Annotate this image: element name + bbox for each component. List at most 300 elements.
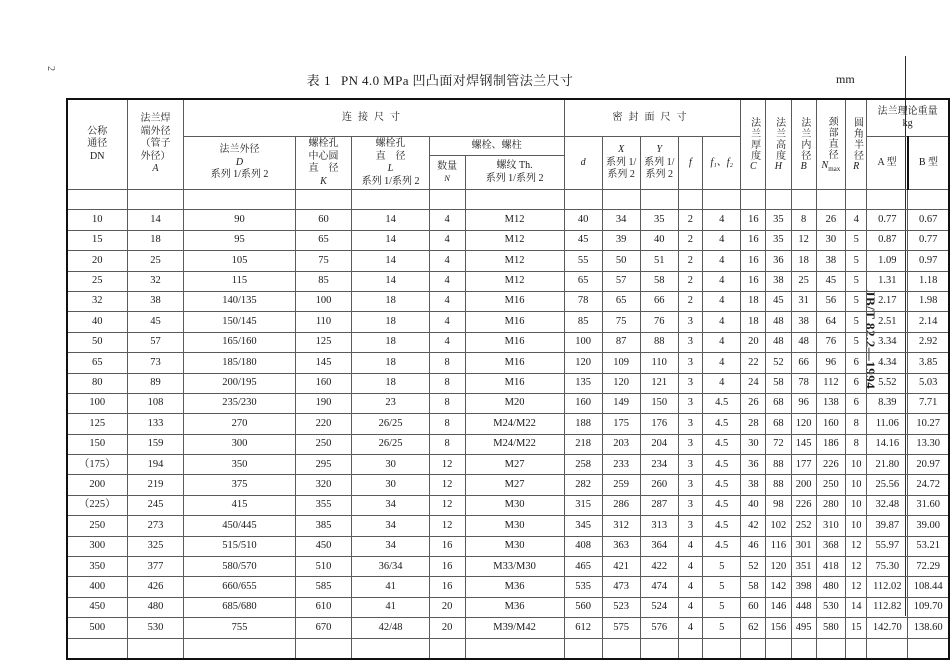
cell-y: 58 [640,271,678,291]
cell-nmax: 186 [816,434,845,454]
cell-y: 234 [640,455,678,475]
header-flange-height: 法兰高度 H [766,99,791,190]
cell-thread: M12 [465,230,564,250]
table-row [67,557,949,577]
cell-dn: 80 [67,373,127,393]
table-row [67,312,949,332]
cell-nmax: 310 [816,516,845,536]
cell-x: 259 [602,475,640,495]
cell-a: 219 [127,475,184,495]
cell-weight-a: 75.30 [867,557,908,577]
cell-f: 2 [678,271,702,291]
table-body [67,190,949,659]
cell-nmax: 580 [816,618,845,638]
cell-h: 146 [766,597,791,617]
table-row [67,373,949,393]
cell-n: 4 [429,332,465,352]
cell-k: 385 [295,516,352,536]
cell-r: 6 [846,353,867,373]
cell-dn: 25 [67,271,127,291]
cell-b: 66 [791,353,816,373]
cell-thread: M30 [465,516,564,536]
cell-x: 75 [602,312,640,332]
cell-d: 685/680 [184,597,295,617]
cell-k: 670 [295,618,352,638]
table-row [67,230,949,250]
header-group-bolts-studs: 螺栓、螺柱 [429,137,564,156]
cell-a: 245 [127,495,184,515]
table-row [67,536,949,556]
cell-x: 286 [602,495,640,515]
cell-dn: 20 [67,251,127,271]
cell-d-seal: 258 [564,455,602,475]
header-bolt-count: 数量 N [429,156,465,190]
cell-x: 149 [602,393,640,413]
cell-k: 355 [295,495,352,515]
cell-f1f2: 4 [703,230,741,250]
cell-c: 46 [741,536,766,556]
header-seal-y: Y 系列 1/系列 2 [640,137,678,190]
cell-n: 4 [429,271,465,291]
cell-y: 51 [640,251,678,271]
cell-d: 150/145 [184,312,295,332]
table-row [67,332,949,352]
cell-f1f2: 4.5 [703,393,741,413]
cell-y: 287 [640,495,678,515]
cell-r: 5 [846,251,867,271]
cell-nmax: 45 [816,271,845,291]
cell-dn: 15 [67,230,127,250]
cell-k: 610 [295,597,352,617]
header-bolt-hole-dia: 螺栓孔 直 径 L 系列 1/系列 2 [352,137,429,190]
cell-k: 320 [295,475,352,495]
cell-y: 66 [640,291,678,311]
cell-n: 4 [429,291,465,311]
cell-x: 421 [602,557,640,577]
cell-x: 312 [602,516,640,536]
cell-thread: M16 [465,332,564,352]
cell-d: 140/135 [184,291,295,311]
cell-b: 38 [791,312,816,332]
cell-f: 2 [678,251,702,271]
cell-d-seal: 135 [564,373,602,393]
cell-n: 12 [429,495,465,515]
cell-h: 68 [766,393,791,413]
cell-y: 76 [640,312,678,332]
table-title-text: PN 4.0 MPa 凹凸面对焊钢制管法兰尺寸 [340,73,574,88]
cell-r: 14 [846,597,867,617]
cell-n: 8 [429,434,465,454]
cell-d-seal: 40 [564,210,602,230]
cell-dn: 250 [67,516,127,536]
cell-r: 8 [846,434,867,454]
cell-weight-a: 1.31 [867,271,908,291]
cell-f: 3 [678,475,702,495]
cell-x: 523 [602,597,640,617]
cell-h: 48 [766,312,791,332]
cell-f1f2: 4 [703,332,741,352]
cell-x: 50 [602,251,640,271]
cell-x: 39 [602,230,640,250]
cell-f1f2: 4.5 [703,475,741,495]
cell-n: 4 [429,230,465,250]
cell-f1f2: 4.5 [703,434,741,454]
cell-a: 426 [127,577,184,597]
header-group-theoretical-weight: 法兰理论重量 kg [867,99,949,137]
cell-weight-b: 138.60 [908,618,949,638]
cell-k: 450 [295,536,352,556]
cell-d-seal: 218 [564,434,602,454]
cell-r: 5 [846,312,867,332]
cell-r: 12 [846,536,867,556]
table-row [67,597,949,617]
cell-a: 480 [127,597,184,617]
cell-x: 233 [602,455,640,475]
cell-f1f2: 4.5 [703,495,741,515]
cell-h: 120 [766,557,791,577]
header-flange-thickness: 法兰厚度 C [741,99,766,190]
cell-thread: M24/M22 [465,434,564,454]
cell-c: 16 [741,230,766,250]
cell-weight-a: 3.34 [867,332,908,352]
cell-c: 40 [741,495,766,515]
cell-l: 34 [352,516,429,536]
table-row [67,577,949,597]
cell-l: 34 [352,495,429,515]
cell-r: 10 [846,495,867,515]
cell-f: 3 [678,434,702,454]
cell-d: 235/230 [184,393,295,413]
cell-c: 16 [741,251,766,271]
header-seal-f1-f2: f₁、f₂ [703,137,741,190]
cell-dn: （175） [67,455,127,475]
cell-d-seal: 188 [564,414,602,434]
cell-a: 530 [127,618,184,638]
cell-weight-a: 0.87 [867,230,908,250]
cell-d: 115 [184,271,295,291]
cell-h: 102 [766,516,791,536]
table-title [0,70,880,89]
cell-thread: M12 [465,210,564,230]
cell-d: 515/510 [184,536,295,556]
cell-dn: （225） [67,495,127,515]
cell-thread: M16 [465,373,564,393]
cell-f: 2 [678,210,702,230]
cell-nmax: 368 [816,536,845,556]
table-row [67,495,949,515]
cell-dn: 350 [67,557,127,577]
cell-dn: 500 [67,618,127,638]
cell-dn: 200 [67,475,127,495]
standard-number-sidebar: JB/T 82.2—1994 [863,290,878,390]
cell-r: 5 [846,291,867,311]
table-row [67,291,949,311]
cell-d: 200/195 [184,373,295,393]
cell-k: 220 [295,414,352,434]
table-title-prefix: 表 [306,73,321,88]
header-neck-diameter: 颈部直径 $N_{max}$ [816,99,845,190]
cell-thread: M30 [465,495,564,515]
cell-weight-b: 53.21 [908,536,949,556]
cell-thread: M30 [465,536,564,556]
cell-d: 270 [184,414,295,434]
cell-f1f2: 4 [703,251,741,271]
cell-c: 22 [741,353,766,373]
cell-dn: 10 [67,210,127,230]
cell-r: 10 [846,516,867,536]
cell-f: 2 [678,230,702,250]
cell-k: 190 [295,393,352,413]
cell-x: 473 [602,577,640,597]
cell-l: 14 [352,230,429,250]
cell-f1f2: 4.5 [703,516,741,536]
cell-l: 26/25 [352,414,429,434]
cell-f: 3 [678,353,702,373]
cell-nmax: 250 [816,475,845,495]
cell-c: 16 [741,271,766,291]
cell-h: 35 [766,230,791,250]
cell-dn: 450 [67,597,127,617]
cell-r: 5 [846,230,867,250]
cell-b: 200 [791,475,816,495]
cell-weight-a: 142.70 [867,618,908,638]
cell-k: 85 [295,271,352,291]
cell-weight-b: 2.92 [908,332,949,352]
cell-d: 660/655 [184,577,295,597]
cell-y: 364 [640,536,678,556]
page-number: 2 [45,66,56,71]
cell-l: 36/34 [352,557,429,577]
cell-d: 350 [184,455,295,475]
cell-nmax: 138 [816,393,845,413]
table-row [67,251,949,271]
cell-h: 156 [766,618,791,638]
cell-b: 301 [791,536,816,556]
cell-nmax: 96 [816,353,845,373]
cell-dn: 65 [67,353,127,373]
cell-d: 450/445 [184,516,295,536]
cell-d: 300 [184,434,295,454]
cell-c: 36 [741,455,766,475]
cell-nmax: 530 [816,597,845,617]
cell-y: 121 [640,373,678,393]
cell-r: 10 [846,475,867,495]
cell-weight-b: 1.18 [908,271,949,291]
cell-h: 58 [766,373,791,393]
cell-weight-a: 5.52 [867,373,908,393]
header-flange-od: 法兰外径 D 系列 1/系列 2 [184,137,295,190]
cell-d: 95 [184,230,295,250]
cell-y: 313 [640,516,678,536]
cell-k: 585 [295,577,352,597]
cell-b: 78 [791,373,816,393]
cell-n: 4 [429,312,465,332]
cell-c: 20 [741,332,766,352]
cell-d: 580/570 [184,557,295,577]
cell-d: 165/160 [184,332,295,352]
cell-c: 62 [741,618,766,638]
cell-x: 203 [602,434,640,454]
cell-weight-b: 3.85 [908,353,949,373]
cell-a: 325 [127,536,184,556]
cell-y: 422 [640,557,678,577]
cell-f1f2: 4 [703,271,741,291]
cell-d: 375 [184,475,295,495]
cell-d-seal: 612 [564,618,602,638]
cell-y: 88 [640,332,678,352]
cell-r: 6 [846,393,867,413]
cell-d-seal: 45 [564,230,602,250]
cell-thread: M33/M30 [465,557,564,577]
cell-k: 145 [295,353,352,373]
cell-a: 18 [127,230,184,250]
cell-x: 34 [602,210,640,230]
cell-h: 36 [766,251,791,271]
cell-dn: 50 [67,332,127,352]
cell-weight-b: 13.30 [908,434,949,454]
flange-dimensions-table [66,98,950,660]
cell-nmax: 160 [816,414,845,434]
cell-dn: 125 [67,414,127,434]
cell-a: 108 [127,393,184,413]
cell-h: 88 [766,475,791,495]
table-head [67,99,949,190]
cell-weight-a: 1.09 [867,251,908,271]
cell-f: 3 [678,455,702,475]
header-bolt-thread: 螺纹 Th. 系列 1/系列 2 [465,156,564,190]
cell-k: 110 [295,312,352,332]
cell-a: 159 [127,434,184,454]
cell-nmax: 480 [816,577,845,597]
cell-l: 18 [352,312,429,332]
cell-a: 57 [127,332,184,352]
cell-y: 40 [640,230,678,250]
cell-weight-a: 112.82 [867,597,908,617]
cell-n: 4 [429,251,465,271]
cell-f: 3 [678,414,702,434]
cell-nmax: 30 [816,230,845,250]
cell-b: 145 [791,434,816,454]
cell-weight-a: 25.56 [867,475,908,495]
cell-h: 35 [766,210,791,230]
cell-f1f2: 4 [703,291,741,311]
cell-l: 34 [352,536,429,556]
cell-f1f2: 4 [703,312,741,332]
cell-weight-b: 24.72 [908,475,949,495]
cell-x: 87 [602,332,640,352]
table-row [67,516,949,536]
cell-y: 176 [640,414,678,434]
cell-h: 48 [766,332,791,352]
cell-n: 12 [429,455,465,475]
cell-thread: M39/M42 [465,618,564,638]
cell-l: 30 [352,455,429,475]
cell-weight-b: 5.03 [908,373,949,393]
cell-f: 3 [678,332,702,352]
cell-l: 26/25 [352,434,429,454]
cell-a: 273 [127,516,184,536]
cell-d-seal: 65 [564,271,602,291]
header-row-groups [67,99,949,137]
cell-weight-b: 1.98 [908,291,949,311]
header-group-connection-dims: 连接尺寸 [184,99,564,137]
cell-a: 194 [127,455,184,475]
cell-n: 8 [429,414,465,434]
cell-c: 60 [741,597,766,617]
cell-l: 14 [352,210,429,230]
cell-c: 30 [741,434,766,454]
cell-b: 25 [791,271,816,291]
cell-k: 60 [295,210,352,230]
cell-thread: M24/M22 [465,414,564,434]
cell-b: 18 [791,251,816,271]
cell-nmax: 64 [816,312,845,332]
cell-a: 377 [127,557,184,577]
cell-l: 14 [352,251,429,271]
cell-k: 295 [295,455,352,475]
cell-x: 175 [602,414,640,434]
cell-l: 18 [352,373,429,393]
cell-weight-b: 109.70 [908,597,949,617]
cell-f: 4 [678,536,702,556]
cell-weight-a: 14.16 [867,434,908,454]
cell-f: 3 [678,495,702,515]
cell-f: 4 [678,557,702,577]
table-row [67,618,949,638]
cell-b: 12 [791,230,816,250]
cell-n: 12 [429,516,465,536]
cell-thread: M16 [465,353,564,373]
cell-r: 12 [846,557,867,577]
cell-f1f2: 4.5 [703,414,741,434]
cell-weight-b: 72.29 [908,557,949,577]
cell-thread: M12 [465,271,564,291]
cell-n: 4 [429,210,465,230]
cell-f: 4 [678,597,702,617]
cell-weight-b: 0.97 [908,251,949,271]
cell-b: 398 [791,577,816,597]
cell-r: 5 [846,332,867,352]
cell-b: 351 [791,557,816,577]
cell-b: 48 [791,332,816,352]
cell-l: 18 [352,353,429,373]
cell-d-seal: 85 [564,312,602,332]
cell-weight-b: 20.97 [908,455,949,475]
cell-n: 8 [429,373,465,393]
cell-d-seal: 160 [564,393,602,413]
cell-h: 98 [766,495,791,515]
header-flange-weld-end-od: 法兰焊 端外径 （管子 外径） A [127,99,184,190]
header-seal-d: d [564,137,602,190]
cell-a: 38 [127,291,184,311]
cell-c: 18 [741,312,766,332]
table-row [67,414,949,434]
table-row [67,475,949,495]
cell-thread: M16 [465,312,564,332]
cell-n: 8 [429,353,465,373]
cell-k: 510 [295,557,352,577]
header-weight-type-a: A 型 [867,137,908,190]
cell-y: 35 [640,210,678,230]
cell-weight-b: 10.27 [908,414,949,434]
cell-weight-a: 112.02 [867,577,908,597]
cell-dn: 400 [67,577,127,597]
cell-c: 24 [741,373,766,393]
cell-h: 116 [766,536,791,556]
cell-nmax: 418 [816,557,845,577]
cell-d-seal: 315 [564,495,602,515]
cell-nmax: 226 [816,455,845,475]
